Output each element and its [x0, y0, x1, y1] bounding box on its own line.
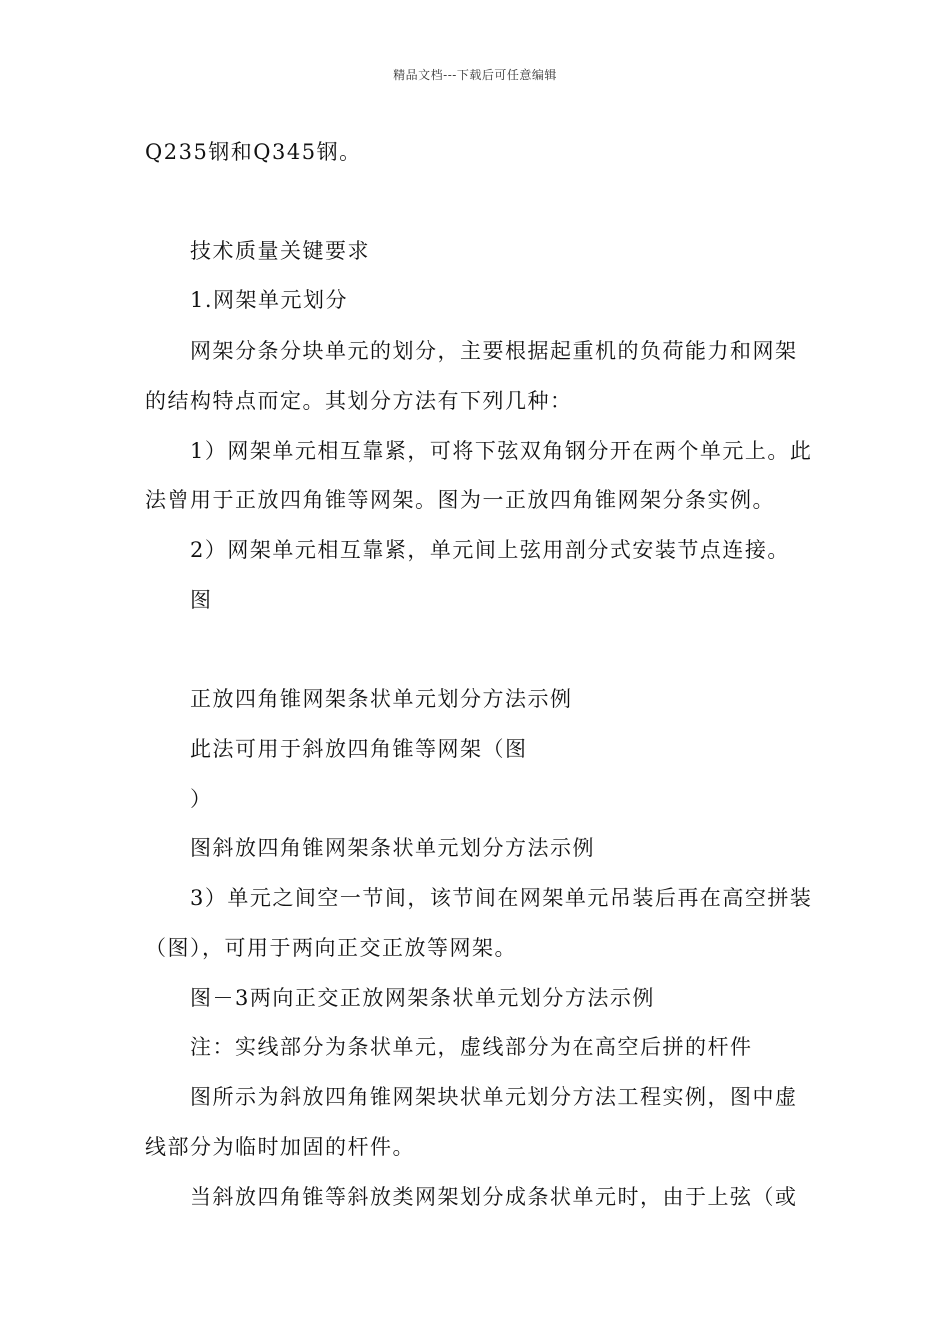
figure-caption: 正放四角锥网架条状单元划分方法示例 [190, 687, 573, 711]
text-line: 线部分为临时加固的杆件。 [145, 1135, 415, 1159]
text-line: 当斜放四角锥等斜放类网架划分成条状单元时，由于上弦（或 [190, 1185, 798, 1209]
text-line: （图），可用于两向正交正放等网架。 [145, 936, 517, 960]
section-heading: 技术质量关键要求 [190, 239, 370, 263]
text-line: 图所示为斜放四角锥网架块状单元划分方法工程实例，图中虚 [190, 1085, 798, 1109]
figure-caption: 图斜放四角锥网架条状单元划分方法示例 [190, 836, 595, 860]
text-line: 3）单元之间空一节间，该节间在网架单元吊装后再在高空拼装 [190, 886, 813, 910]
figure-caption: 图－3两向正交正放网架条状单元划分方法示例 [190, 986, 655, 1010]
text-line: 2）网架单元相互靠紧，单元间上弦用剖分式安装节点连接。 [190, 538, 790, 562]
text-line: 的结构特点而定。其划分方法有下列几种： [145, 389, 573, 413]
page-header: 精品文档---下载后可任意编辑 [393, 68, 557, 82]
figure-label: 图 [190, 588, 213, 612]
subsection-heading: 1.网架单元划分 [190, 288, 349, 312]
text-line: 网架分条分块单元的划分，主要根据起重机的负荷能力和网架 [190, 339, 798, 363]
text-line: 法曾用于正放四角锥等网架。图为一正放四角锥网架分条实例。 [145, 488, 775, 512]
text-line: Q235钢和Q345钢。 [145, 140, 362, 164]
text-line: ） [190, 787, 213, 811]
text-line: 此法可用于斜放四角锥等网架（图 [190, 737, 528, 761]
text-line: 1）网架单元相互靠紧，可将下弦双角钢分开在两个单元上。此 [190, 439, 813, 463]
figure-note: 注：实线部分为条状单元，虚线部分为在高空后拼的杆件 [190, 1035, 753, 1059]
